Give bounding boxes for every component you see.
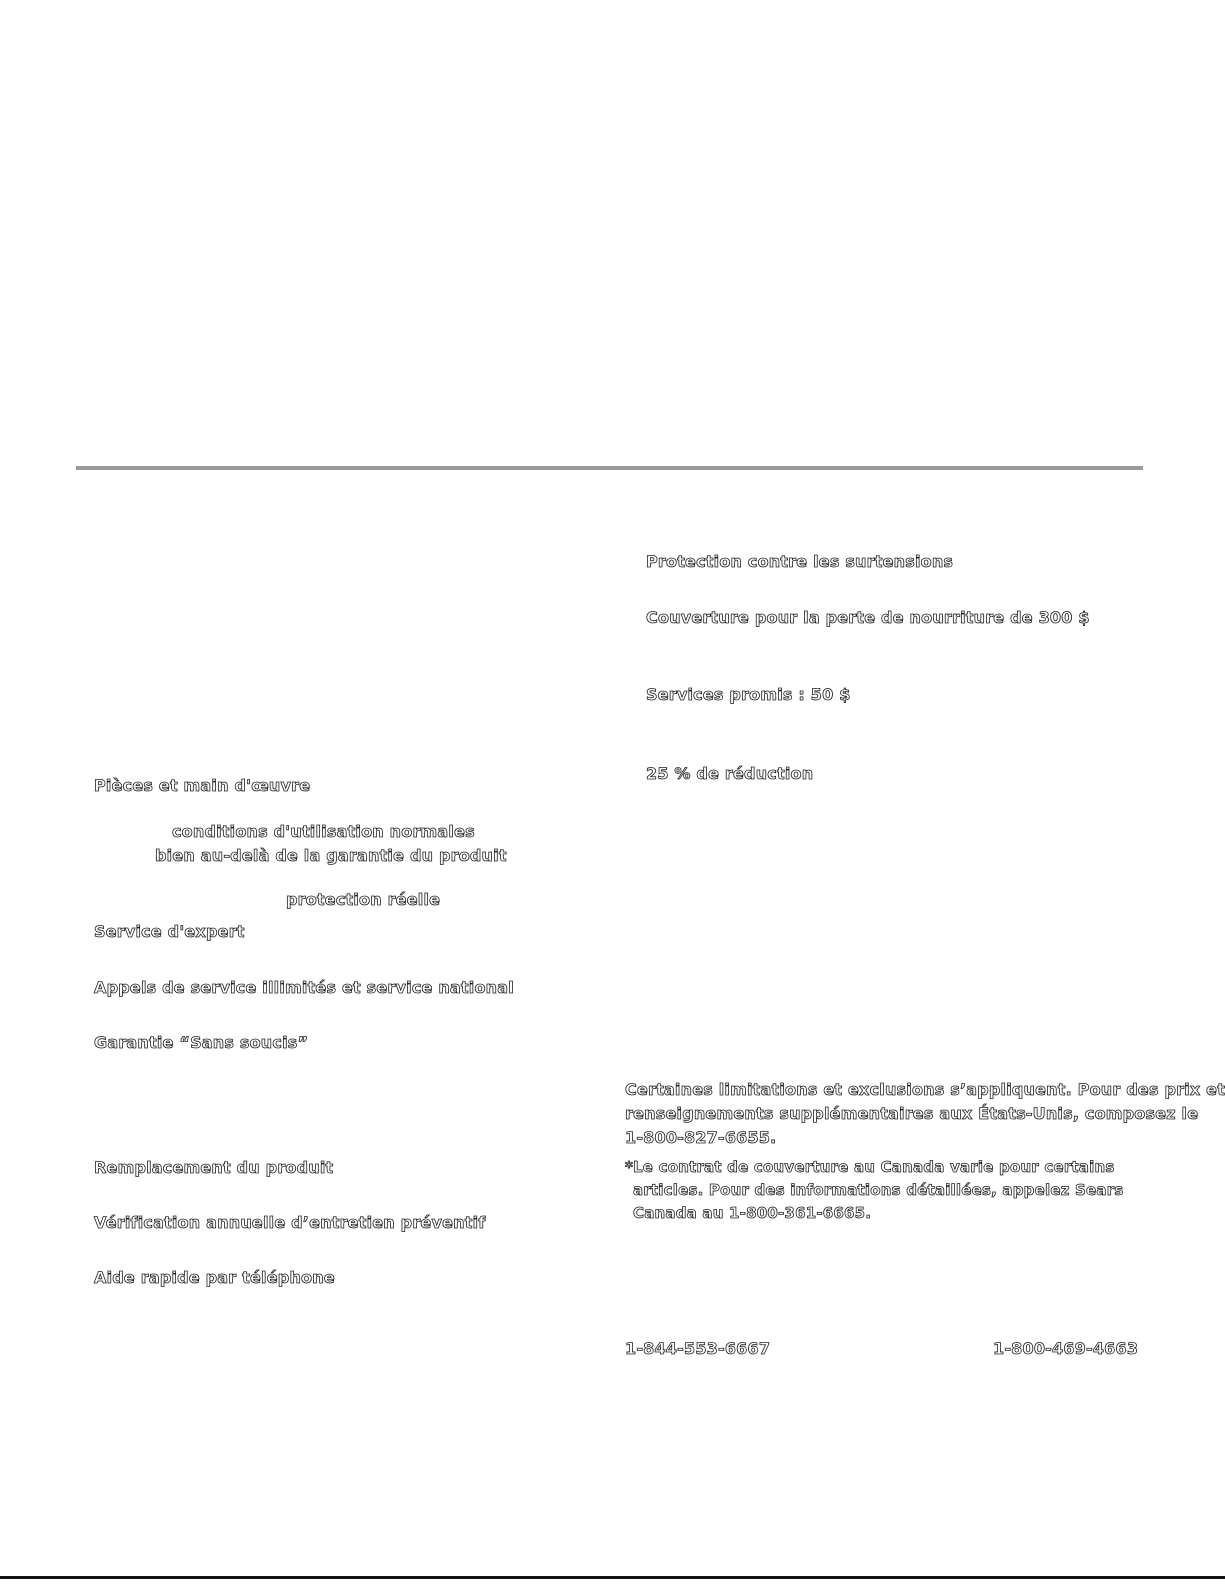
worry-free-heading: Garantie “Sans soucis” [94,1033,309,1052]
canada-note-line: articles. Pour des informations détaillées, appelez Sears [633,1181,1124,1199]
limitations-line: Certaines limitations et exclusions s’appliquent. Pour des prix et [625,1080,1225,1099]
parts-labor-heading: Pièces et main d'œuvre [94,776,311,795]
page-bottom-border [0,1576,1225,1579]
phone-number-us: 1-844-553-6667 [625,1339,771,1358]
food-loss-heading: Couverture pour la perte de nourriture de 300 $ [646,608,1090,627]
phone-number-canada: 1-800-469-4663 [993,1339,1139,1358]
normal-conditions-text: conditions d'utilisation normales [172,822,475,841]
annual-check-heading: Vérification annuelle d’entretien préventif [94,1213,486,1232]
phone-help-heading: Aide rapide par téléphone [94,1268,335,1287]
unlimited-calls-heading: Appels de service illimités et service national [94,978,514,997]
discount-heading: 25 % de réduction [646,764,814,783]
real-protection-text: protection réelle [286,890,441,909]
canada-note-line: Canada au 1-800-361-6665. [633,1204,872,1222]
surge-protection-heading: Protection contre les surtensions [646,552,954,571]
section-divider [76,466,1143,470]
expert-service-heading: Service d'expert [94,922,245,941]
canada-note-line: *Le contrat de couverture au Canada varie pour certains [625,1158,1115,1176]
replacement-heading: Remplacement du produit [94,1158,334,1177]
limitations-line: renseignements supplémentaires aux États-Unis, composez le [625,1104,1199,1123]
promised-services-heading: Services promis : 50 $ [646,685,851,704]
limitations-line: 1-800-827-6655. [625,1128,777,1147]
beyond-warranty-text: bien au-delà de la garantie du produit [155,846,507,865]
